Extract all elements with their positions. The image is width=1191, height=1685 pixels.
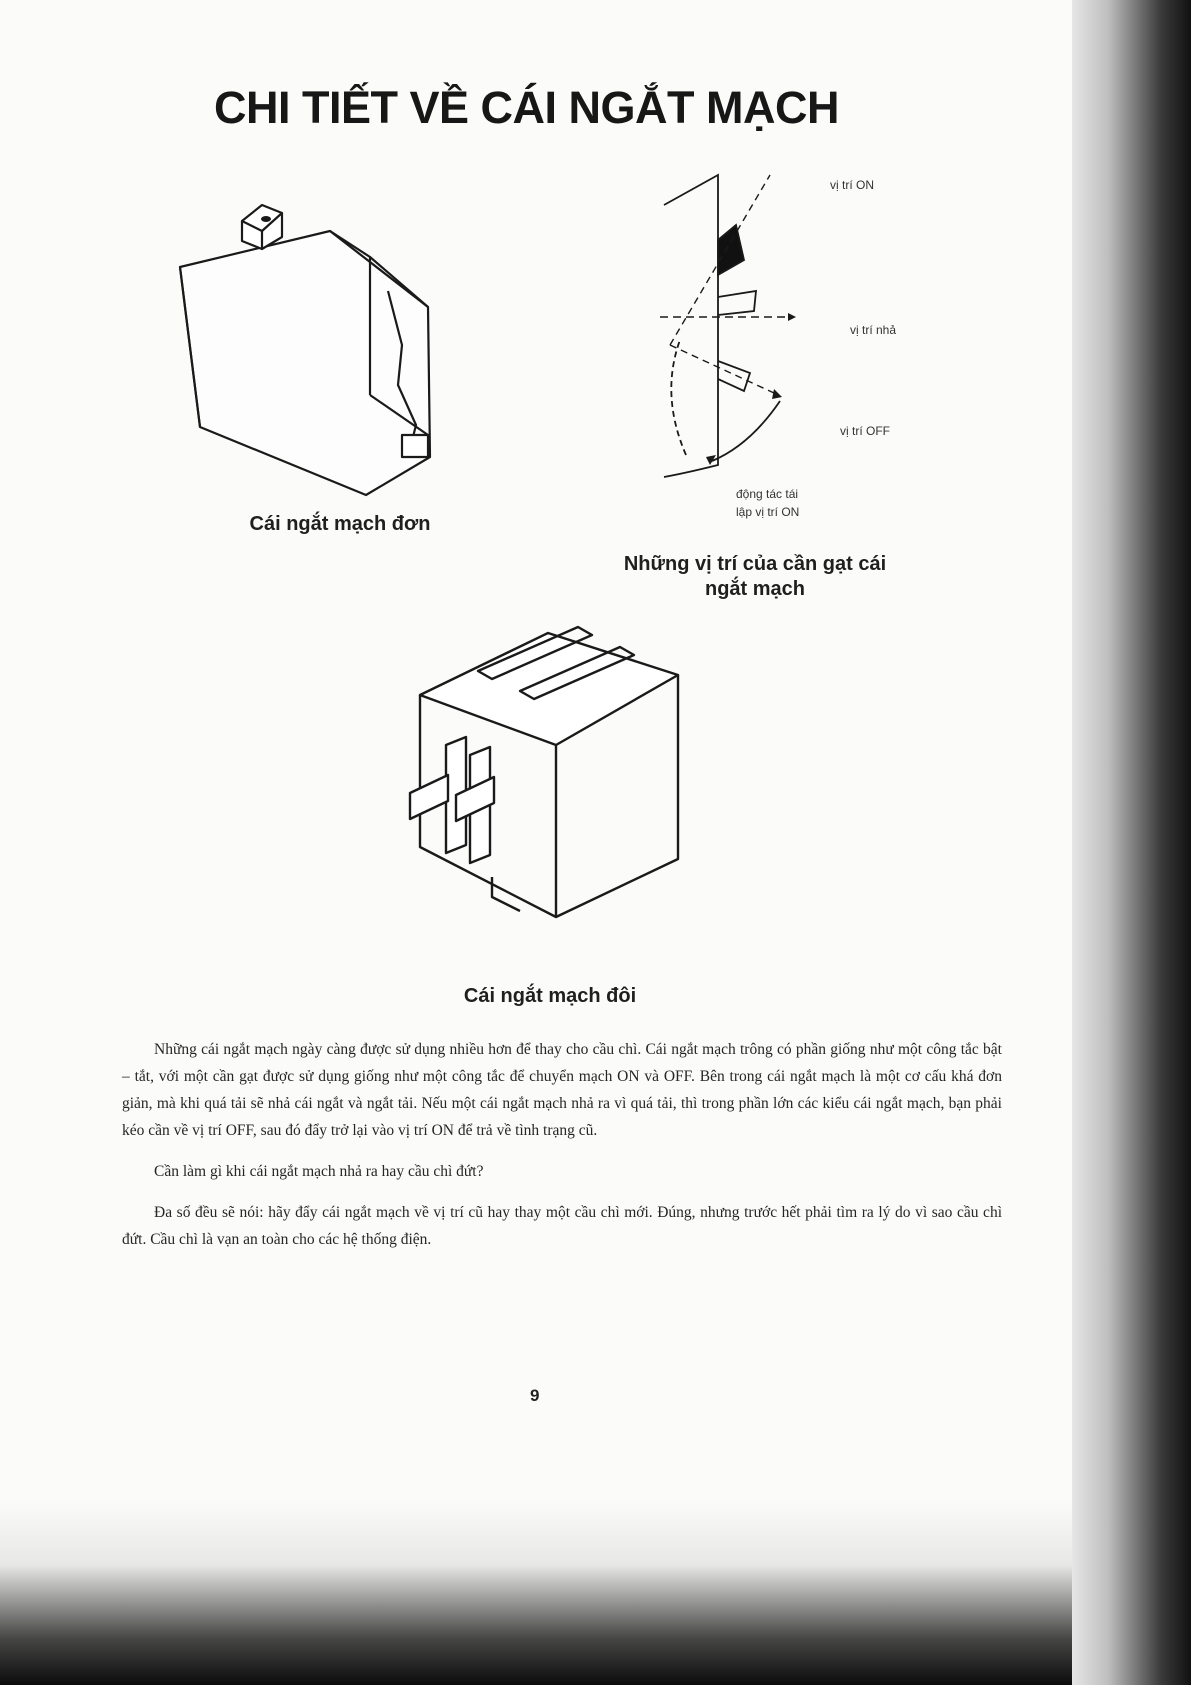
scan-bottom-shadow bbox=[0, 1500, 1072, 1685]
lever-positions-caption-line2: ngắt mạch bbox=[704, 578, 806, 600]
label-off-position: vị trí OFF bbox=[840, 424, 890, 438]
body-text bbox=[122, 1036, 1002, 1267]
label-release-position: vị trí nhả bbox=[850, 323, 897, 337]
double-breaker-caption: Cái ngắt mạch đôi bbox=[463, 985, 637, 1007]
page-edge-shadow bbox=[1072, 0, 1191, 1685]
page-number: 9 bbox=[530, 1386, 540, 1405]
label-on-position: vị trí ON bbox=[830, 178, 874, 192]
single-breaker-caption: Cái ngắt mạch đơn bbox=[249, 513, 431, 535]
page-title: CHI TIẾT VỀ CÁI NGẮT MẠCH bbox=[214, 82, 839, 133]
double-breaker-illustration bbox=[408, 625, 688, 955]
single-breaker-illustration bbox=[170, 195, 480, 515]
label-reset-line1: động tác tái bbox=[736, 487, 799, 501]
body-paragraph-3: Đa số đều sẽ nói: hãy đẩy cái ngắt mạch về vị trí cũ hay thay một cầu chì mới. Đúng, nhưng trước hết phải tìm ra lý do vì sao cầu chì đứt. Cầu chì là vạn an toàn cho các hệ thống điện. bbox=[122, 1204, 1002, 1248]
lever-positions-caption-line1: Những vị trí của cần gạt cái bbox=[623, 553, 887, 575]
body-paragraph-2: Cần làm gì khi cái ngắt mạch nhả ra hay cầu chì đứt? bbox=[154, 1163, 484, 1180]
label-reset-line2: lập vị trí ON bbox=[736, 505, 800, 519]
body-paragraph-1: Những cái ngắt mạch ngày càng được sử dụng nhiều hơn để thay cho cầu chì. Cái ngắt mạch trông có phần giống như một công tắc bật – tắt, với một cần gạt được sử dụng giống như một công tắc để chuyển mạch ON và OFF. Bên trong cái ngắt mạch là một cơ cấu khá đơn giản, mà khi quá tải sẽ nhả cái ngắt và ngắt tải. Nếu một cái ngắt mạch nhả ra vì quá tải, thì trong phần lớn các kiểu cái ngắt mạch, bạn phải kéo cần về vị trí OFF, sau đó đẩy trở lại vào vị trí ON để trả về tình trạng cũ. bbox=[122, 1041, 1002, 1139]
